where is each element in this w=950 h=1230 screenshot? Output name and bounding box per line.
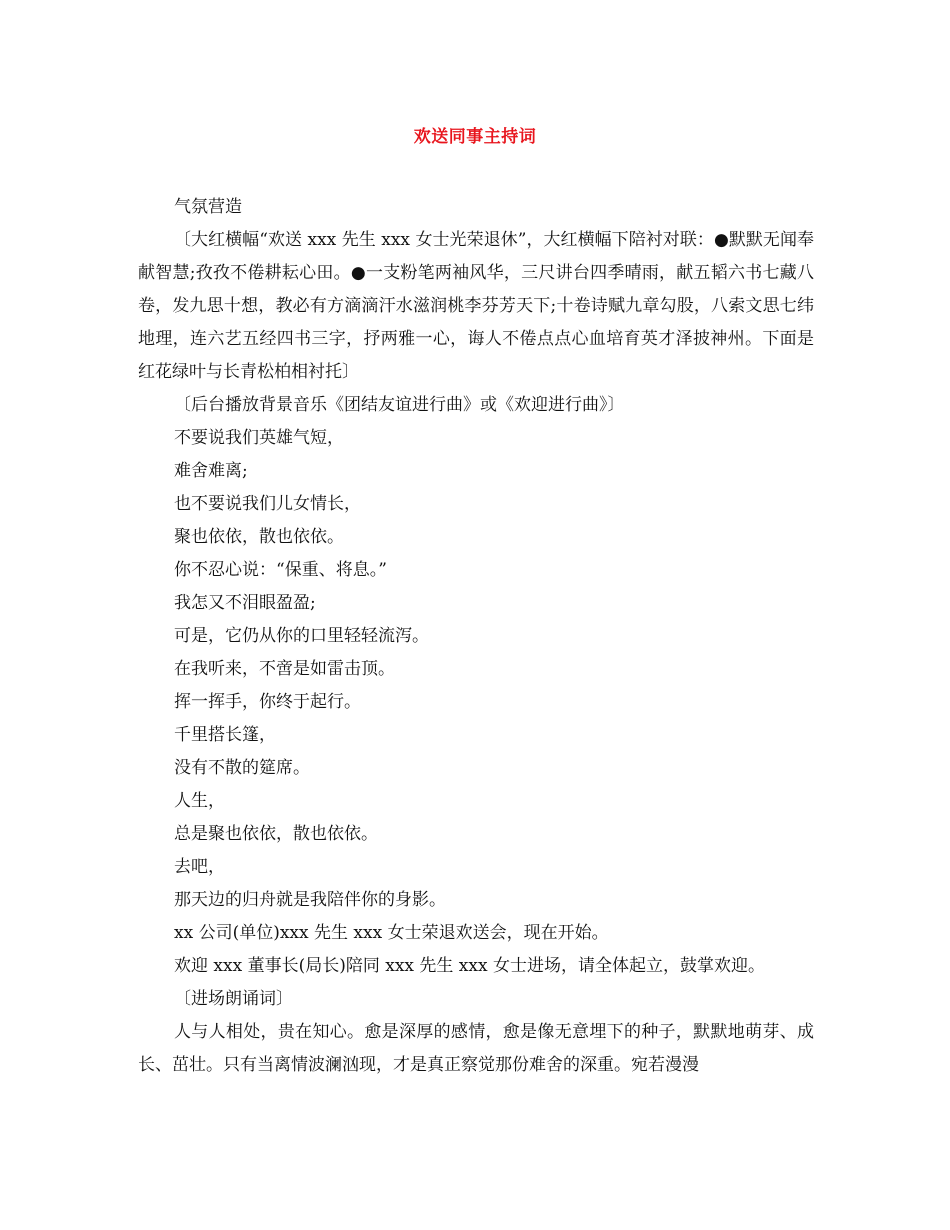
poem-line: 也不要说我们儿女情长，: [174, 494, 361, 514]
poem-line: 我怎又不泪眼盈盈;: [174, 593, 316, 613]
poem-line: 可是，它仍从你的口里轻轻流泻。: [174, 626, 429, 646]
paragraph: 〔后台播放背景音乐《团结友谊进行曲》或《欢迎进行曲》〕: [174, 395, 625, 415]
document-body: [138, 191, 814, 1082]
poem-line: 人生，: [174, 791, 225, 811]
poem-line: 聚也依依，散也依依。: [174, 527, 344, 547]
section-heading: 气氛营造: [174, 197, 242, 217]
poem-line: 那天边的归舟就是我陪伴你的身影。: [174, 890, 446, 910]
poem-line: 总是聚也依依，散也依依。: [174, 824, 378, 844]
paragraph: 欢迎 xxx 董事长(局长)陪同 xxx 先生 xxx 女士进场，请全体起立，鼓掌欢迎。: [174, 956, 765, 976]
poem-line: 在我听来，不啻是如雷击顶。: [174, 659, 395, 679]
poem-line: 没有不散的筵席。: [174, 758, 310, 778]
poem-line: 千里搭长篷，: [174, 725, 276, 745]
poem-line: 难舍难离;: [174, 461, 248, 481]
paragraph: xx 公司(单位)xxx 先生 xxx 女士荣退欢送会，现在开始。: [174, 923, 609, 943]
poem-line: 去吧，: [174, 857, 225, 877]
document-title: 欢送同事主持词: [413, 127, 537, 147]
paragraph: 〔进场朗诵词〕: [174, 989, 293, 1009]
poem-line: 不要说我们英雄气短，: [174, 428, 344, 448]
paragraph: 人与人相处，贵在知心。愈是深厚的感情，愈是像无意埋下的种子，默默地萌芽、成长、茁壮。只有当离情波澜汹现，才是真正察觉那份难舍的深重。宛若漫漫: [138, 1022, 814, 1075]
poem-line: 挥一挥手，你终于起行。: [174, 692, 361, 712]
paragraph: 〔大红横幅“欢送 xxx 先生 xxx 女士光荣退休”，大红横幅下陪衬对联：●默默无闻奉献智慧;孜孜不倦耕耘心田。●一支粉笔两袖风华，三尺讲台四季晴雨，献五韬六书七藏八卷，发九思十想，教必有方滴滴汗水滋润桃李芬芳天下;十卷诗赋九章勾股，八索文思七纬地理，连六艺五经四书三字，抒两雅一心，诲人不倦点点心血培育英才泽披神州。下面是红花绿叶与长青松柏相衬托〕: [138, 230, 814, 382]
poem-line: 你不忍心说：“保重、将息。”: [174, 560, 387, 580]
